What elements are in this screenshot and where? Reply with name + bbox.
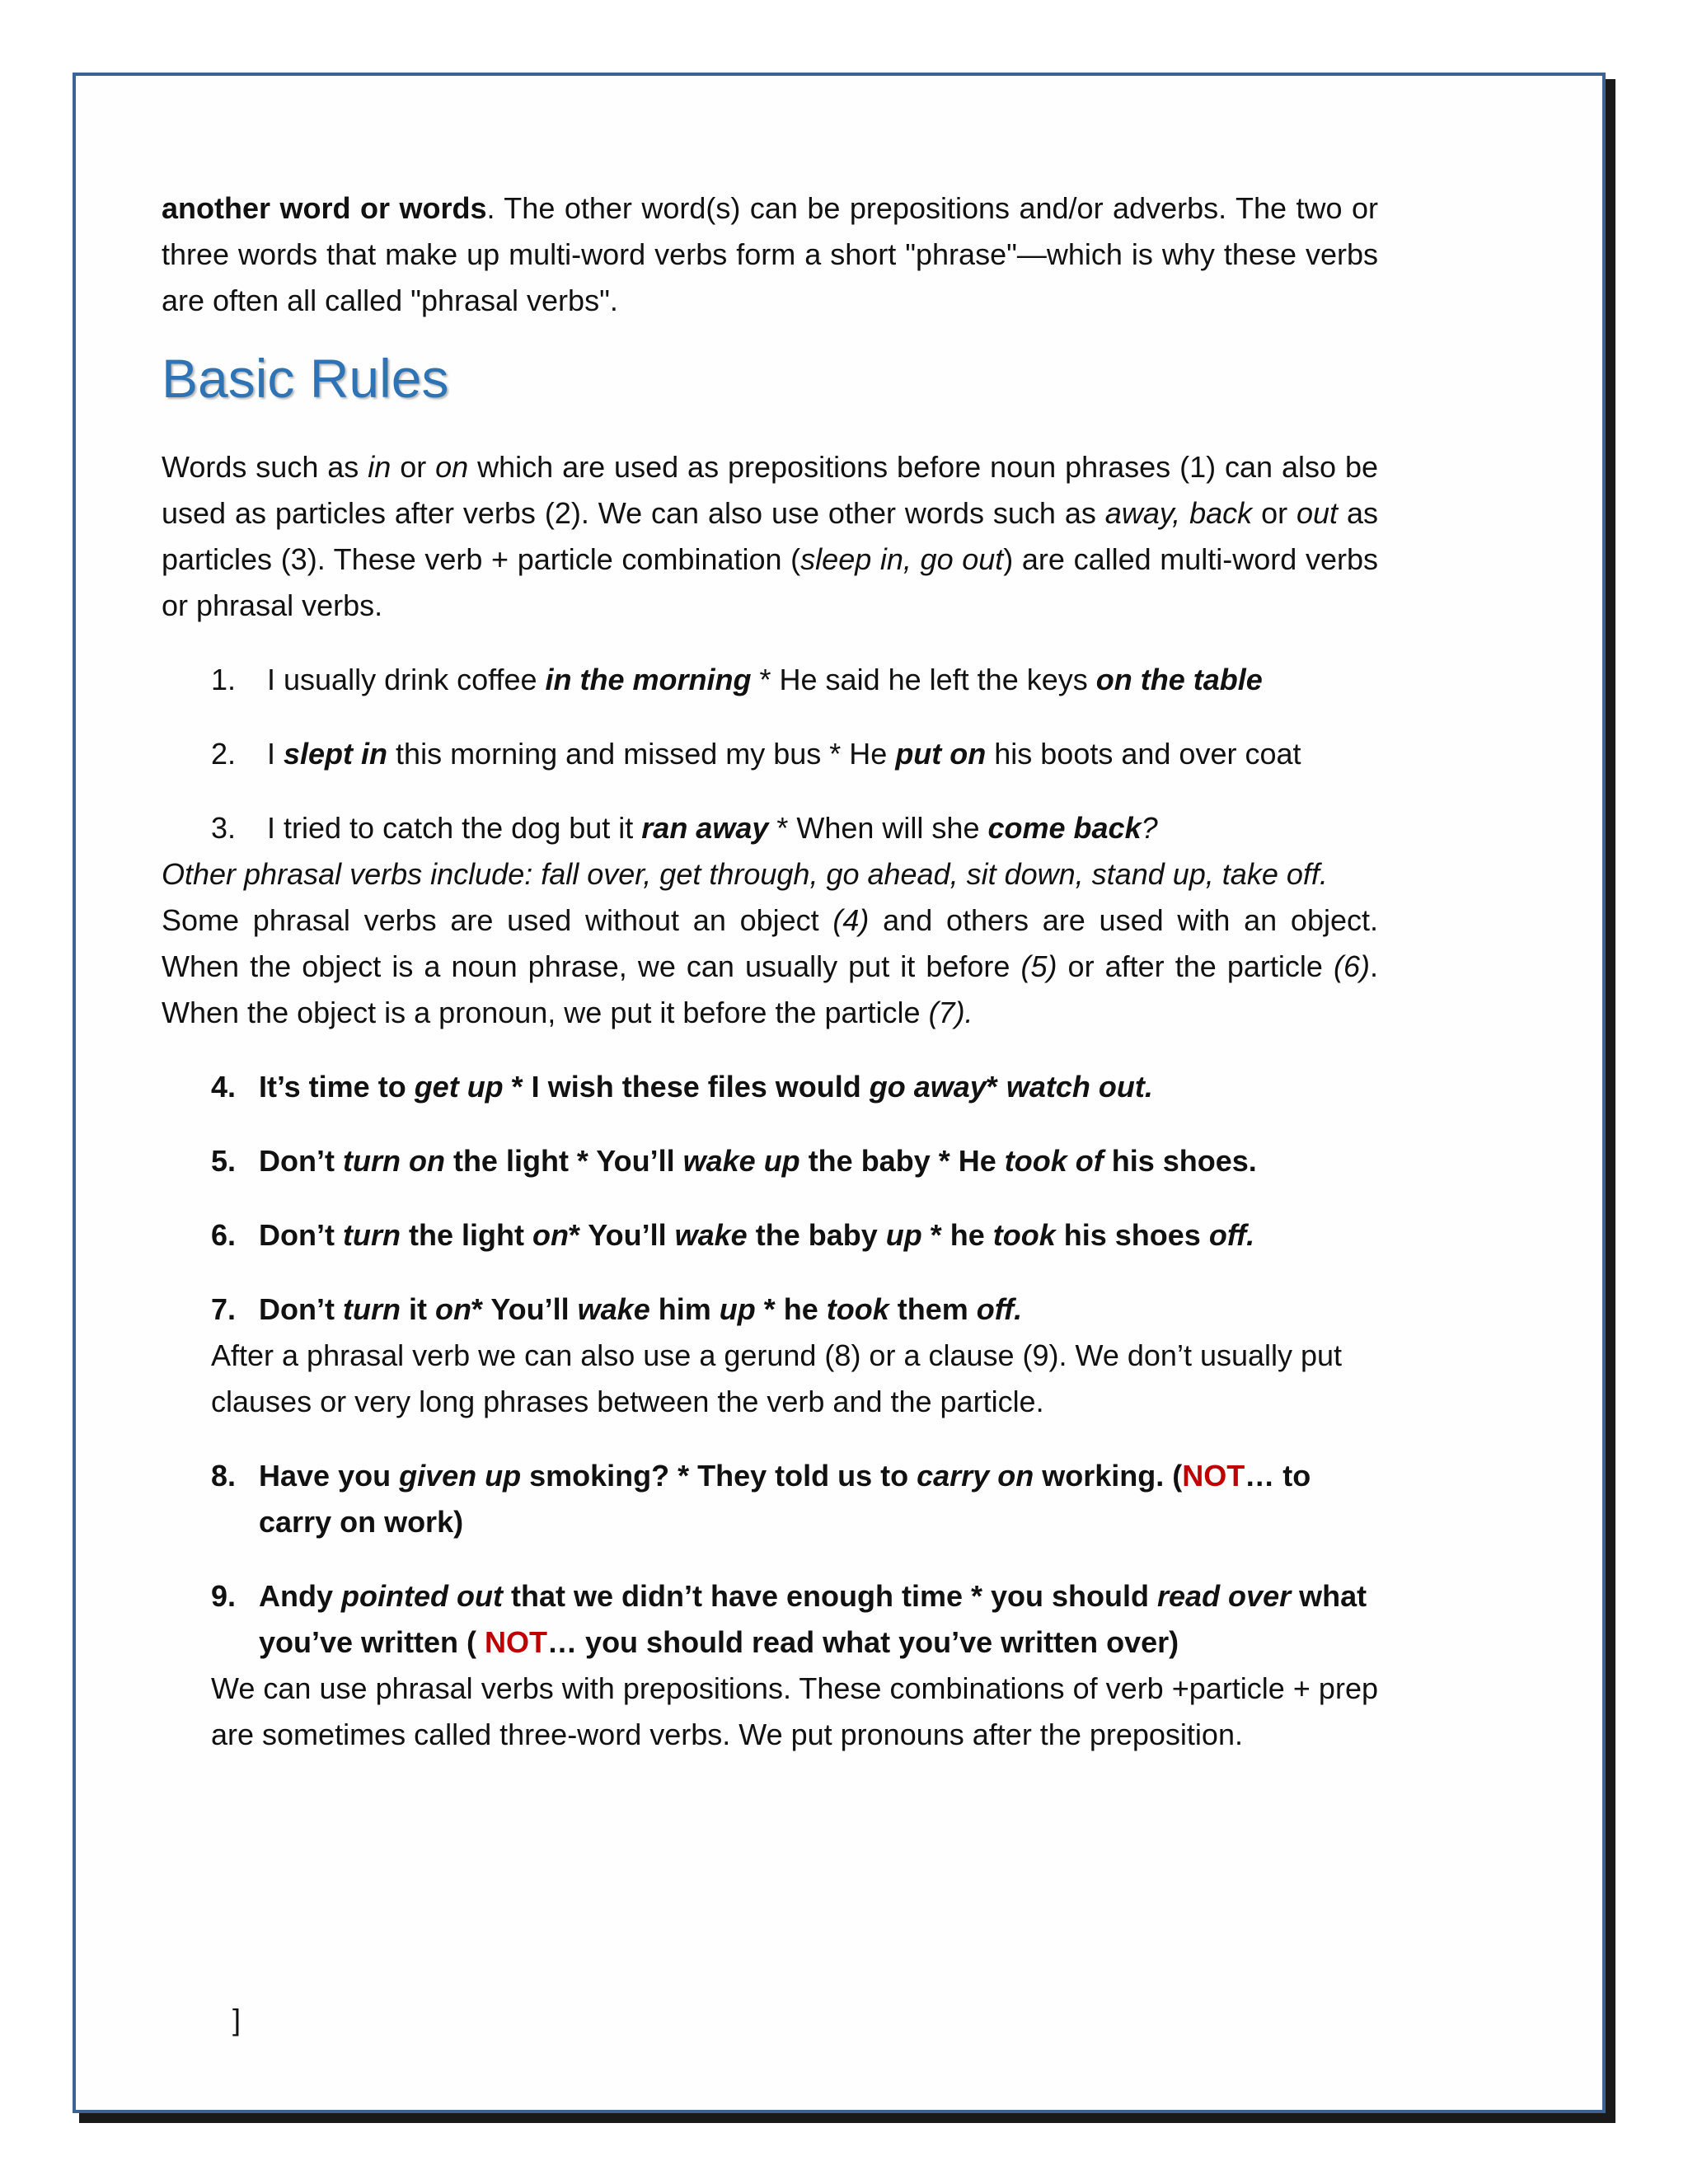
example-list-3 <box>162 1453 1378 1666</box>
list-item: 4. It’s time to get up * I wish these files would go away* watch out. <box>211 1070 1153 1104</box>
intro-bold: another word or words <box>162 191 487 225</box>
gerund-paragraph: After a phrasal verb we can also use a gerund (8) or a clause (9). We don’t usually put clauses or very long phrases between the verb and the particle. <box>211 1338 1343 1418</box>
object-paragraph: Some phrasal verbs are used without an object (4) and others are used with an object. When the object is a noun phrase, we can usually put it before (5) or after the particle (6). When the object is a pronoun, we put it before the particle (7). <box>162 903 1378 1029</box>
other-phrasal-verbs-line: Other phrasal verbs include: fall over, get through, go ahead, sit down, stand up, take off. <box>162 857 1328 891</box>
page-content <box>162 185 1378 1758</box>
example-list-2 <box>162 1064 1378 1333</box>
list-item: 6. Don’t turn the light on* You’ll wake the baby up * he took his shoes off. <box>211 1218 1255 1252</box>
rules-paragraph: Words such as in or on which are used as prepositions before noun phrases (1) can also be used as particles after verbs (2). We can also use other words such as away, back or out as particles (3). These verb + particle combination (sleep in, go out) are called multi-word verbs or phrasal verbs. <box>162 450 1379 622</box>
section-heading: Basic Rules <box>162 348 449 409</box>
list-item: 8. Have you given up smoking? * They told us to carry on working. (NOT… to carry on work) <box>211 1459 1311 1539</box>
example-list-1 <box>162 657 1378 851</box>
list-item: 9. Andy pointed out that we didn’t have enough time * you should read over what you’ve written ( NOT… you should read what you’ve written over) <box>211 1579 1367 1659</box>
list-item: 3. I tried to catch the dog but it ran away * When will she come back? <box>211 811 1158 845</box>
list-item: 7. Don’t turn it on* You’ll wake him up * he took them off. <box>211 1292 1023 1326</box>
list-item: 1. I usually drink coffee in the morning * He said he left the keys on the table <box>211 663 1263 696</box>
three-word-verbs-paragraph: We can use phrasal verbs with prepositions. These combinations of verb +particle + prep are sometimes called three-word verbs. We put pronouns after the preposition. <box>211 1671 1378 1751</box>
intro-paragraph <box>162 185 1378 324</box>
footer-mark: ] <box>232 2003 241 2036</box>
intro-text: . The other word(s) can be prepositions and/or adverbs. The two or three words that make up multi-word verbs form a short "phrase"—which is why these verbs are often all called "phrasal verbs". <box>162 191 1378 317</box>
list-item: 2. I slept in this morning and missed my bus * He put on his boots and over coat <box>211 737 1301 771</box>
list-item: 5. Don’t turn on the light * You’ll wake up the baby * He took of his shoes. <box>211 1144 1257 1178</box>
